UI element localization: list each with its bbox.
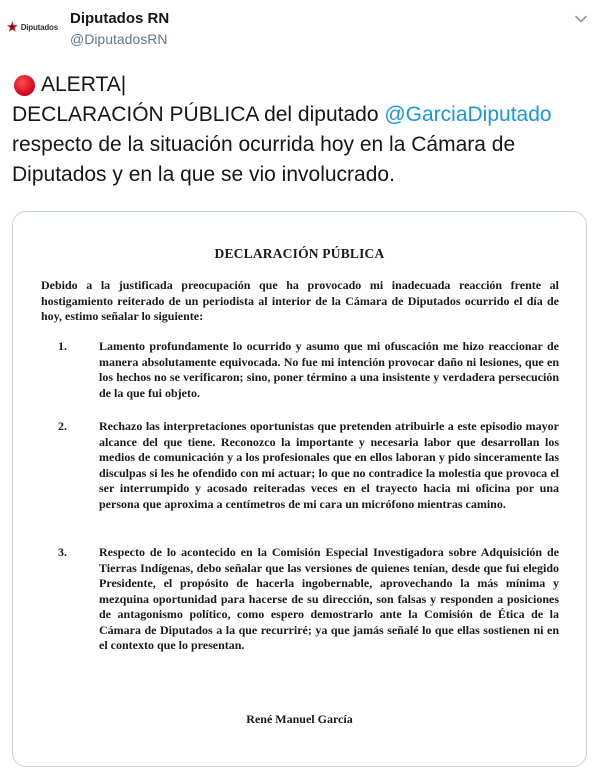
avatar[interactable] <box>6 12 58 42</box>
declaration-document <box>13 212 586 766</box>
tweet-line-2: respecto de la situación ocurrida hoy en la Cámara de <box>12 133 516 156</box>
alert-line <box>12 70 592 100</box>
tweet-line-1 <box>12 100 592 130</box>
tweet-header <box>0 0 600 56</box>
account-name[interactable]: Diputados RN <box>70 10 170 27</box>
signature: René Manuel García <box>246 712 353 726</box>
document-intro: Debido a la justificada preocupación que ha provocado mi inadecuada reacción frente al hostigamiento reiterado de un periodista al interior de la Cámara de Diputados ocurrido el día de hoy, estimo señalar lo siguiente: <box>41 278 559 323</box>
more-menu-button[interactable] <box>572 10 590 28</box>
item-text: Rechazo las interpretaciones oportunistas que pretenden atribuirle a este episodio mayor alcance del que tiene. Reconozco la importante y necesaria labor que desarrollan los medios de comunicación y a los profesionales que en ellos laboran y pido sinceramente las disculpas si les he ofendido con mi actuar; lo que no contradice la molestia que provoca el ser interrumpido y acosado reiteradas veces en el trayecto hacia mi oficina por una persona que aproxima a centímetros de mi cara un micrófono mientras camino. <box>99 419 559 511</box>
tweet-line-1-prefix: DECLARACIÓN PÚBLICA del diputado <box>12 103 385 126</box>
item-number: 3. <box>58 545 67 559</box>
chevron-down-icon <box>574 12 588 26</box>
tweet-line-3: Diputados y en la que se vio involucrado. <box>12 163 395 186</box>
item-number: 1. <box>58 339 67 353</box>
document-title: DECLARACIÓN PÚBLICA <box>214 246 385 261</box>
account-handle[interactable]: @DiputadosRN <box>70 31 168 47</box>
star-logo-icon <box>6 19 19 35</box>
red-circle-icon <box>14 75 35 96</box>
alert-label: ALERTA| <box>41 73 127 96</box>
tweet-text <box>12 70 592 190</box>
attached-image[interactable] <box>12 211 587 767</box>
logo-text: Diputados <box>20 22 58 32</box>
item-text: Respecto de lo acontecido en la Comisión Especial Investigadora sobre Adquisición de Tierras Indígenas, debo señalar que las versiones de quienes tenían, desde que fui elegido Presidente, el propósito de hacerla ingobernable, aprovechando la más mínima y mezquina oportunidad para hacerse de su dirección, son falsas y responden a posiciones de antagonismo político, como espero demostrarlo ante la Comisión de Ética de la Cámara de Diputados a la que recurriré; ya que jamás señalé lo que ellas sostienen ni en el contexto que lo presentan. <box>99 545 559 652</box>
item-number: 2. <box>58 419 67 433</box>
item-text: Lamento profundamente lo ocurrido y asumo que mi ofuscación me hizo reaccionar de manera absolutamente equivocada. No fue mi intención provocar daño ni lesiones, que en los hechos no se verificaron; sino, poner término a una insistente y verdadera persecución de la que fui objeto. <box>99 339 559 400</box>
mention-link[interactable]: @GarciaDiputado <box>384 103 552 126</box>
